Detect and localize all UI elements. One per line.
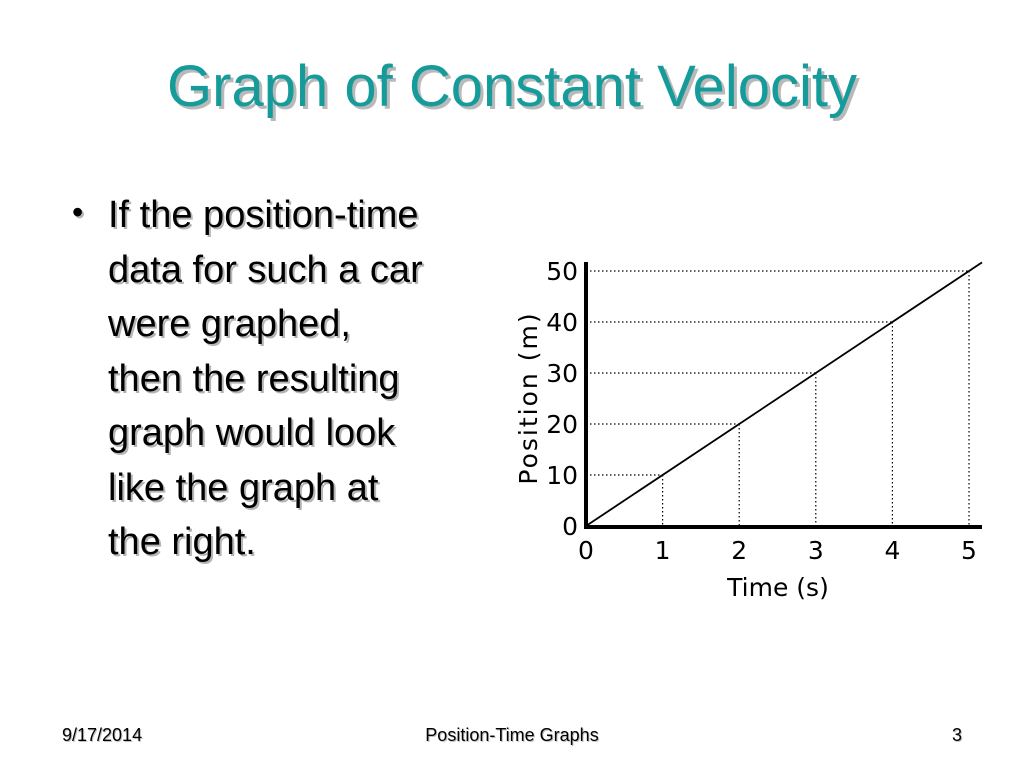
y-tick-label: 40: [546, 308, 578, 337]
x-tick-label: 2: [731, 536, 748, 565]
x-tick-label: 5: [961, 536, 977, 565]
series-line: [586, 262, 982, 526]
bullet-line-6: like the graph at: [108, 466, 379, 509]
y-tick-label: 20: [546, 410, 578, 439]
x-tick-label: 1: [654, 536, 671, 565]
x-tick-label: 0: [578, 536, 594, 565]
bullet-line-1: If the position-time: [108, 194, 419, 236]
y-axis-label: Position (m): [514, 311, 543, 485]
y-tick-label: 10: [546, 461, 578, 490]
bullet-line-4: then the resulting: [108, 357, 400, 400]
footer-title: Position-Time Graphs: [425, 725, 599, 745]
page-number: 3: [951, 725, 962, 745]
y-tick-label: 50: [546, 257, 578, 286]
bullet-line-5: graph would look: [108, 412, 396, 454]
y-tick-label: 30: [546, 359, 578, 388]
x-tick-label: 4: [884, 536, 901, 565]
x-axis-label: Time (s): [727, 573, 829, 602]
bullet-mark: •: [72, 194, 84, 230]
footer-date: 9/17/2014: [62, 725, 143, 745]
bullet-line-3: were graphed,: [108, 303, 351, 345]
x-tick-label: 3: [807, 536, 824, 565]
slide-title: Graph of Constant Velocity: [167, 54, 857, 119]
y-tick-label: 0: [562, 512, 578, 541]
bullet-line-2: data for such a car: [108, 248, 423, 291]
bullet-line-7: the right.: [108, 521, 256, 563]
